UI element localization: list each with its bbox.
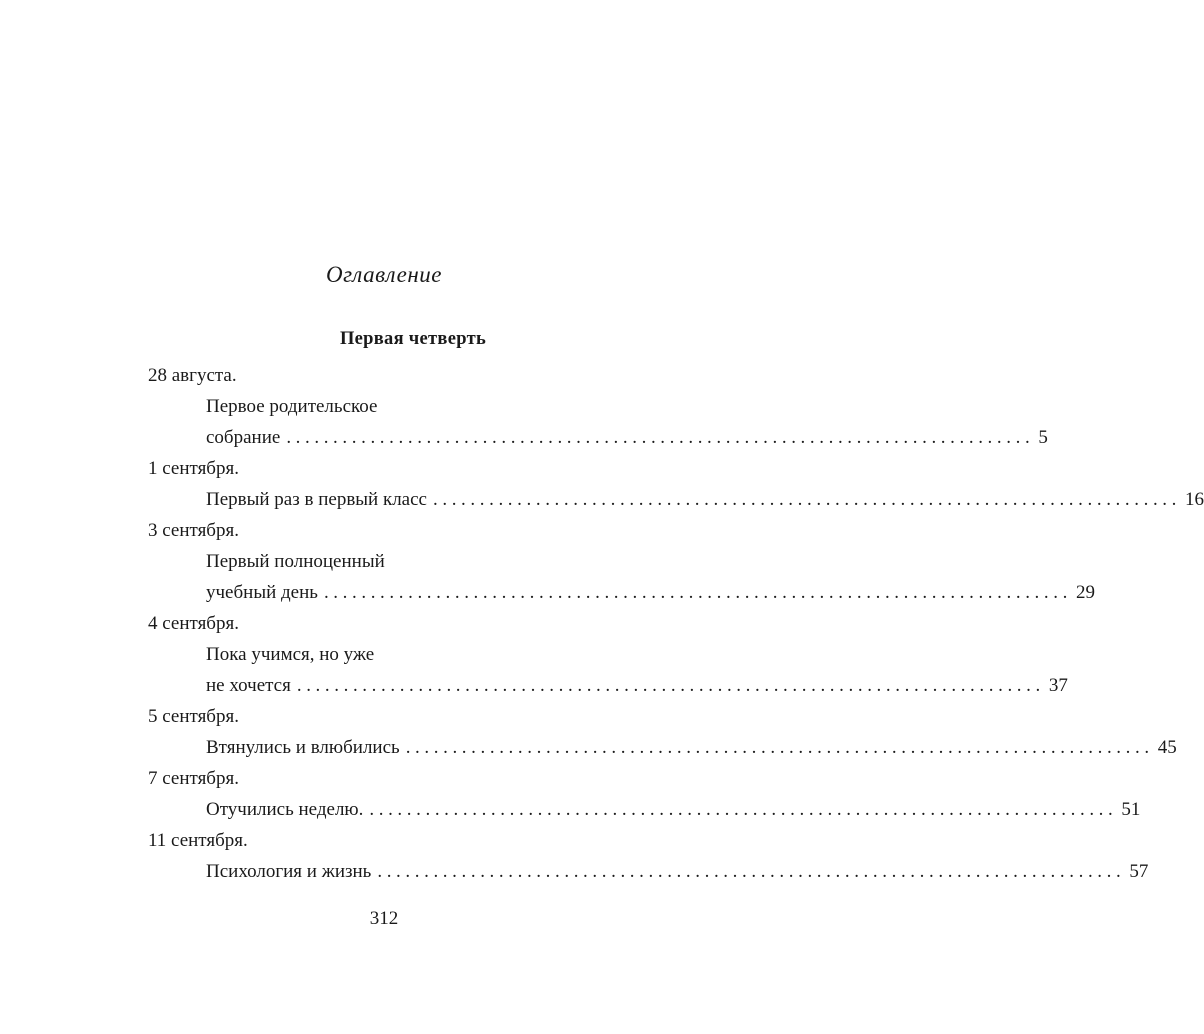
toc-entry-leader-line: [206, 577, 1095, 608]
dot-leader: ................................................................................: [405, 737, 1154, 758]
toc-entry-title: Отучились неделю.: [206, 799, 364, 820]
toc-entry-title: не хочется: [206, 675, 291, 696]
toc-entry: [148, 515, 1095, 608]
toc-entry-date: 5 сентября.: [148, 706, 239, 727]
toc-entry-page: 5: [1038, 427, 1048, 448]
toc-entry-date: 3 сентября.: [148, 520, 239, 541]
toc-entry-page: 16: [1185, 489, 1204, 510]
toc-entry: [148, 453, 1204, 515]
dot-leader: ................................................................................: [286, 427, 1035, 448]
dot-leader: ................................................................................: [296, 675, 1045, 696]
toc-entry-page: 57: [1129, 861, 1149, 882]
toc-entry-title: Психология и жизнь: [206, 861, 372, 882]
dot-leader: ................................................................................: [377, 861, 1126, 882]
toc-entry-date: 11 сентября.: [148, 830, 248, 851]
dot-leader: ................................................................................: [369, 799, 1118, 820]
dot-leader: ................................................................................: [323, 582, 1072, 603]
toc-entry-title-line: Пока учимся, но уже: [206, 644, 375, 665]
toc-entry-title: Первый раз в первый класс: [206, 489, 427, 510]
toc-entry-title: собрание: [206, 427, 281, 448]
toc-entry-leader-line: [206, 422, 1048, 453]
dot-leader: ................................................................................: [433, 489, 1181, 510]
toc-entry-page: 51: [1121, 799, 1141, 820]
toc-entry: [148, 701, 1177, 763]
toc-entry: [148, 360, 1048, 453]
toc-list: [148, 360, 1204, 887]
toc-entry-leader-line: [206, 856, 1149, 887]
toc-entry-title-line: Первый полноценный: [206, 551, 385, 572]
toc-entry-date: 1 сентября.: [148, 458, 239, 479]
toc-entry: [148, 608, 1068, 701]
page-number: 312: [369, 908, 399, 929]
toc-entry-date: 4 сентября.: [148, 613, 239, 634]
toc-entry: [148, 763, 1141, 825]
section-title: Первая четверть: [339, 329, 487, 349]
toc-entry-date: 28 августа.: [148, 365, 237, 386]
toc-title: Оглавление: [325, 262, 442, 287]
toc-entry-title: учебный день: [206, 582, 318, 603]
toc-entry-leader-line: [206, 732, 1177, 763]
toc-entry-leader-line: [206, 794, 1141, 825]
toc-entry-page: 29: [1075, 582, 1095, 603]
toc-entry-date: 7 сентября.: [148, 768, 239, 789]
toc-entry-page: 37: [1048, 675, 1068, 696]
toc-entry-leader-line: [206, 670, 1068, 701]
toc-entry: [148, 825, 1149, 887]
toc-entry-leader-line: [206, 484, 1204, 515]
toc-entry-title: Втянулись и влюбились: [206, 737, 400, 758]
toc-entry-page: 45: [1157, 737, 1177, 758]
toc-entry-title-line: Первое родительское: [206, 396, 378, 417]
